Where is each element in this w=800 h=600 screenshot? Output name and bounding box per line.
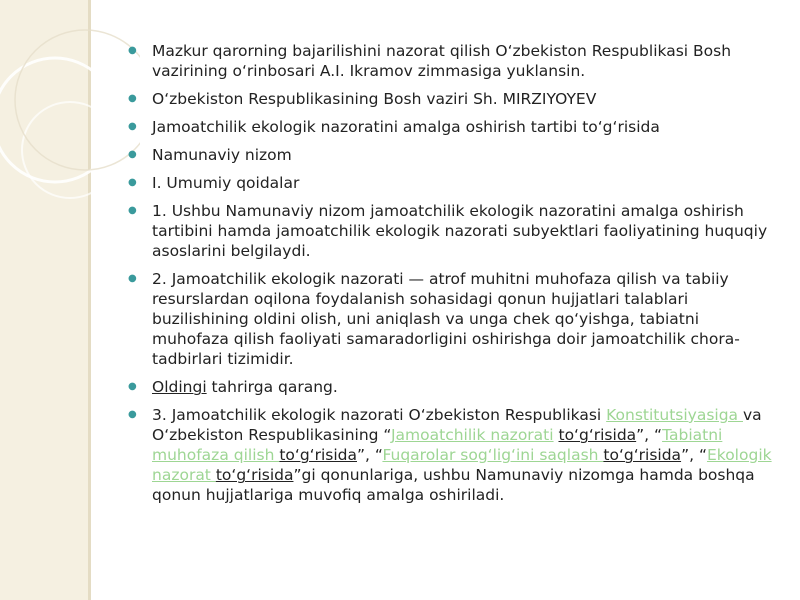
oldingi-text: tahrirga qarang. <box>206 378 338 396</box>
item3-text: ”, “ <box>681 446 707 464</box>
slide-content <box>128 41 778 513</box>
decorative-circles <box>0 0 140 240</box>
item-text: 2. Jamoatchilik ekologik nazorati — atrof muhitni muhofaza qilish va tabiiy resurslardan oqilona foydalanish sohasidagi qonun hujjatlari talablari buzilishining oldini olish, uni aniqlash va unga chek qo‘yishga, tabiatni muhofaza qilish faoliyati samaradorligini oshirishga doir jamoatchilik chora-tadbirlari tizimidir. <box>152 270 740 368</box>
oldingi-link[interactable]: Oldingi <box>152 378 207 396</box>
bullet-icon: ● <box>128 177 137 188</box>
link-togrisida-1[interactable]: to‘g‘risida <box>558 426 637 444</box>
list-item <box>128 269 778 369</box>
link-jamoatchilik-nazorati[interactable]: Jamoatchilik nazorati <box>390 426 554 444</box>
item-text: I. Umumiy qoidalar <box>152 174 300 192</box>
item-text: Namunaviy nizom <box>152 146 292 164</box>
link-ekologik-nazorat[interactable]: Ekologik nazorat <box>152 446 772 484</box>
list-item <box>128 145 778 165</box>
item3-text: ”gi qonunlariga, ushbu Namunaviy nizomga hamda boshqa qonun hujjatlariga muvofiq amalga oshiriladi. <box>152 466 755 504</box>
bullet-icon: ● <box>128 205 137 216</box>
link-konstitutsiya[interactable]: Konstitutsiyasiga <box>606 406 743 424</box>
link-togrisida-3[interactable]: to‘g‘risida <box>603 446 682 464</box>
item3-text: ”, “ <box>357 446 383 464</box>
item3-text: ”, “ <box>636 426 663 444</box>
item-text: Jamoatchilik ekologik nazoratini amalga oshirish tartibi to‘g‘risida <box>152 118 660 136</box>
bullet-icon: ● <box>128 45 137 56</box>
item-text: 1. Ushbu Namunaviy nizom jamoatchilik ekologik nazoratini amalga oshirish tartibini hamda jamoatchilik ekologik nazorati subyektlari faoliyatining huquqiy asoslarini belgilaydi. <box>152 202 768 260</box>
link-fuqarolar-sogligini[interactable]: Fuqarolar sog‘lig‘ini saqlash <box>382 446 604 464</box>
bullet-icon: ● <box>128 121 137 132</box>
item-text: O‘zbekiston Respublikasining Bosh vaziri Sh. MIRZIYOYEV <box>152 90 597 108</box>
link-togrisida-2[interactable]: to‘g‘risida <box>279 446 357 464</box>
list-item <box>128 41 778 81</box>
list-item <box>128 117 778 137</box>
bullet-icon: ● <box>128 273 137 284</box>
bullet-icon: ● <box>128 381 137 392</box>
bullet-icon: ● <box>128 93 137 104</box>
bullet-icon: ● <box>128 409 137 420</box>
bullet-icon: ● <box>128 149 137 160</box>
link-tabiatni-muhofaza[interactable]: Tabiatni muhofaza qilish <box>152 426 723 464</box>
list-item <box>128 89 778 109</box>
item3-text: va O‘zbekiston Respublikasining “ <box>152 406 762 444</box>
item3-text: 3. Jamoatchilik ekologik nazorati O‘zbekiston Respublikasi <box>152 406 607 424</box>
list-item-3 <box>128 405 778 505</box>
item-text: Mazkur qarorning bajarilishini nazorat qilish O‘zbekiston Respublikasi Bosh vazirining o‘rinbosari A.I. Ikramov zimmasiga yuklansin. <box>152 42 732 80</box>
link-togrisida-4[interactable]: to‘g‘risida <box>215 466 294 484</box>
list-item <box>128 173 778 193</box>
list-item-oldingi <box>128 377 778 397</box>
list-item <box>128 201 778 261</box>
bullet-list <box>128 41 778 505</box>
